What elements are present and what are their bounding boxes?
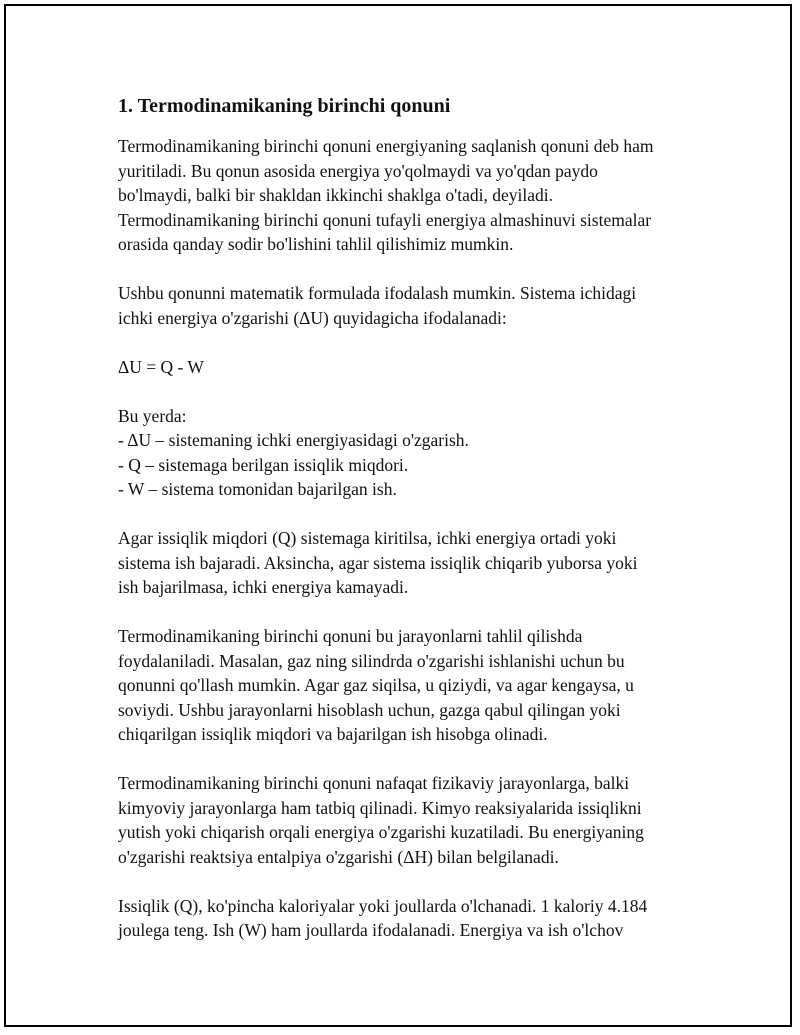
document-body bbox=[118, 92, 698, 967]
text-line: Termodinamikaning birinchi qonuni nafaqat fizikaviy jarayonlarga, balki bbox=[118, 773, 630, 793]
text-line: Termodinamikaning birinchi qonuni bu jarayonlarni tahlil qilishda bbox=[118, 626, 583, 646]
paragraph-definitions bbox=[118, 404, 698, 502]
formula-line: ΔU = Q - W bbox=[118, 356, 204, 377]
paragraph-intro bbox=[118, 134, 698, 257]
text-line: Agar issiqlik miqdori (Q) sistemaga kiritilsa, ichki energiya ortadi yoki bbox=[118, 528, 617, 548]
text-line: soviydi. Ushbu jarayonlarni hisoblash uchun, gazga qabul qilingan yoki bbox=[118, 699, 621, 720]
paragraph-chemistry bbox=[118, 771, 698, 869]
paragraph-gas-example bbox=[118, 624, 698, 747]
text-line: o'zgarishi reaktsiya entalpiya o'zgarishi (ΔH) bilan belgilanadi. bbox=[118, 846, 559, 867]
text-line: ish bajarilmasa, ichki energiya kamayadi. bbox=[118, 577, 409, 597]
formula bbox=[118, 355, 698, 380]
list-item: - W – sistema tomonidan bajarilgan ish. bbox=[118, 479, 397, 499]
text-line: ichki energiya o'zgarishi (ΔU) quyidagicha ifodalanadi: bbox=[118, 307, 507, 328]
text-line: qonunni qo'llash mumkin. Agar gaz siqilsa, u qiziydi, va agar kengaysa, u bbox=[118, 675, 634, 695]
text-line: chiqarilgan issiqlik miqdori va bajarilgan ish hisobga olinadi. bbox=[118, 724, 548, 744]
text-line: joulega teng. Ish (W) ham joullarda ifodalanadi. Energiya va ish o'lchov bbox=[118, 920, 624, 940]
text-line: Issiqlik (Q), ko'pincha kaloriyalar yoki joullarda o'lchanadi. 1 kaloriy 4.184 bbox=[118, 895, 648, 916]
text-line: foydalaniladi. Masalan, gaz ning silindrda o'zgarishi ishlanishi uchun bu bbox=[118, 650, 625, 671]
paragraph-formula-intro bbox=[118, 281, 698, 330]
paragraph-units bbox=[118, 894, 698, 943]
text-line: orasida qanday sodir bo'lishini tahlil qilishimiz mumkin. bbox=[118, 234, 514, 254]
section-heading: 1. Termodinamikaning birinchi qonuni bbox=[118, 95, 451, 117]
list-item: - ΔU – sistemaning ichki energiyasidagi o'zgarish. bbox=[118, 430, 469, 450]
text-line: sistema ish bajaradi. Aksincha, agar sistema issiqlik chiqarib yuborsa yoki bbox=[118, 552, 638, 573]
text-line: yutish yoki chiqarish orqali energiya o'zgarishi kuzatiladi. Bu energiyaning bbox=[118, 822, 644, 842]
text-line: kimyoviy jarayonlarga ham tatbiq qilinadi. Kimyo reaksiyalarida issiqlikni bbox=[118, 797, 642, 818]
list-item: - Q – sistemaga berilgan issiqlik miqdori. bbox=[118, 454, 409, 475]
paragraph-heat-exchange bbox=[118, 526, 698, 600]
text-line: Termodinamikaning birinchi qonuni energiyaning saqlanish qonuni deb ham bbox=[118, 136, 654, 156]
text-line: bo'lmaydi, balki bir shakldan ikkinchi shaklga o'tadi, deyiladi. bbox=[118, 185, 553, 205]
text-line: Bu yerda: bbox=[118, 405, 187, 426]
text-line: Ushbu qonunni matematik formulada ifodalash mumkin. Sistema ichidagi bbox=[118, 283, 637, 303]
text-line: Termodinamikaning birinchi qonuni tufayli energiya almashinuvi sistemalar bbox=[118, 209, 652, 230]
text-line: yuritiladi. Bu qonun asosida energiya yo'qolmaydi va yo'qdan paydo bbox=[118, 160, 598, 181]
